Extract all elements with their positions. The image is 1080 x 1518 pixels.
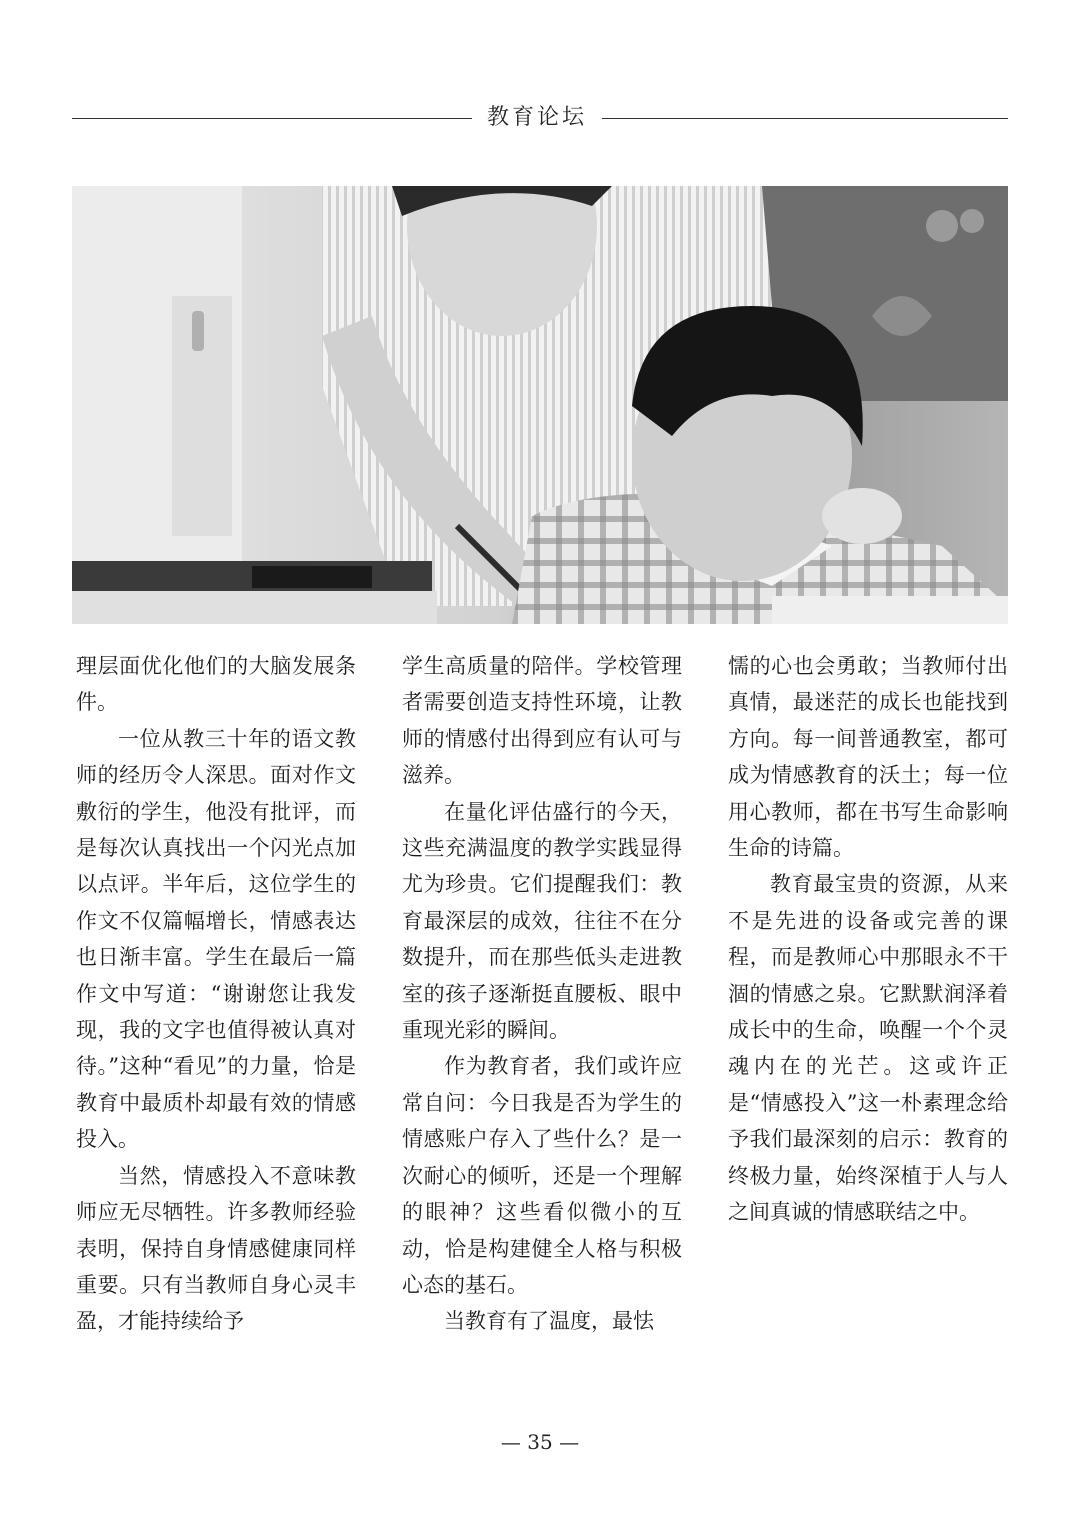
paragraph: 当教育有了温度，最怯 xyxy=(444,1309,654,1334)
paragraph: 教育最宝贵的资源，从来不是先进的设备或完善的课程，而是教师心中那眼永不干涸的情感之泉。它默默润泽着成长中的生命，唤醒一个个灵魂内在的光芒。这或许正是“情感投入”这一朴素理念给予我们最深刻的启示：教育的终极力量，始终深植于人与人之间真诚的情感联结之中。 xyxy=(728,872,1008,1225)
paragraph: 作为教育者，我们或许应常自问：今日我是否为学生的情感账户存入了些什么？是一次耐心的倾听，还是一个理解的眼神？这些看似微小的互动，恰是构建健全人格与积极心态的基石。 xyxy=(402,1054,682,1297)
section-title: 教育论坛 xyxy=(486,105,587,130)
section-header xyxy=(72,100,1008,136)
text-column-2 xyxy=(402,648,682,1340)
text-column-3 xyxy=(728,648,1008,1231)
header-rule-right xyxy=(602,118,1008,119)
teacher-student-photo xyxy=(72,186,1008,624)
page-number: — 35 — xyxy=(500,1430,580,1454)
paragraph: 一位从教三十年的语文教师的经历令人深思。面对作文敷衍的学生，他没有批评，而是每次认真找出一个闪光点加以点评。半年后，这位学生的作文不仅篇幅增长，情感表达也日渐丰富。学生在最后一篇作文中写道：“谢谢您让我发现，我的文字也值得被认真对待。”这种“看见”的力量，恰是教育中最质朴却最有效的情感投入。 xyxy=(76,726,356,1152)
paragraph: 在量化评估盛行的今天，这些充满温度的教学实践显得尤为珍贵。它们提醒我们：教育最深层的成效，往往不在分数提升，而在那些低头走进教室的孩子逐渐挺直腰板、眼中重现光彩的瞬间。 xyxy=(402,799,682,1043)
paragraph: 当然，情感投入不意味教师应无尽牺牲。许多教师经验表明，保持自身情感健康同样重要。只有当教师自身心灵丰盈，才能持续给予 xyxy=(76,1163,356,1334)
header-rule-left xyxy=(72,118,472,119)
paragraph: 懦的心也会勇敢；当教师付出真情，最迷茫的成长也能找到方向。每一间普通教室，都可成为情感教育的沃土；每一位用心教师，都在书写生命影响生命的诗篇。 xyxy=(728,654,1008,861)
paragraph: 理层面优化他们的大脑发展条件。 xyxy=(76,654,356,715)
text-column-1 xyxy=(76,648,356,1340)
paragraph: 学生高质量的陪伴。学校管理者需要创造支持性环境，让教师的情感付出得到应有认可与滋养。 xyxy=(402,654,682,788)
